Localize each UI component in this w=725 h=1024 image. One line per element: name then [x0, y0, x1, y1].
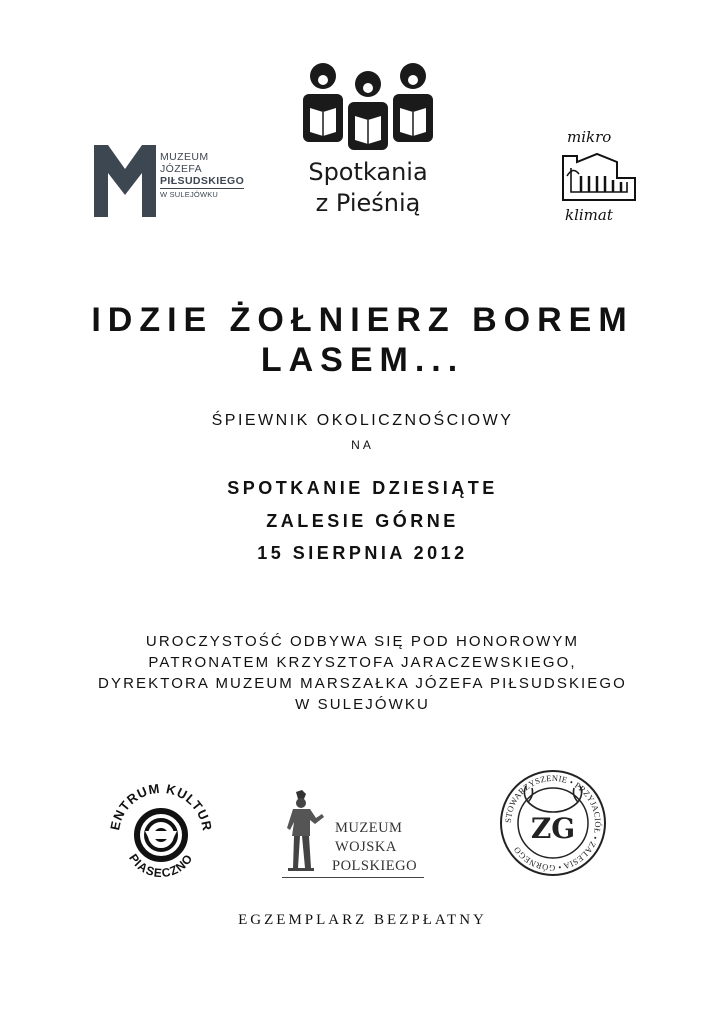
patronage-line4: W SULEJÓWKU [295, 696, 430, 713]
spotkania-line2: z Pieśnią [315, 189, 421, 217]
mwp-line1: MUZEUM [335, 820, 403, 836]
spotkania-z-piesnia-logo [298, 58, 438, 230]
patronage-text [0, 631, 725, 715]
free-copy-footer: EGZEMPLARZ BEZPŁATNY [238, 912, 487, 928]
mwp-underline [282, 877, 424, 878]
m-monogram-icon [94, 145, 156, 217]
meeting-place: ZALESIE GÓRNE [266, 511, 459, 531]
mwp-line3: POLSKIEGO [332, 858, 418, 874]
meeting-number: SPOTKANIE DZIESIĄTE [227, 478, 498, 498]
muzeum-pilsudskiego-text [160, 151, 244, 201]
mikro-word: mikro [567, 128, 612, 146]
title-line2: LASEM... [260, 341, 465, 379]
klimat-word: klimat [565, 206, 613, 224]
patronage-line1: UROCZYSTOŚĆ ODBYWA SIĘ POD HONOROWYM [145, 633, 580, 650]
svg-text:PIASECZNO [126, 851, 196, 880]
stowarzyszenie-seal-icon [498, 768, 608, 878]
meeting-date: 15 SIERPNIA 2012 [257, 543, 468, 563]
stowarzyszenie-monogram: ZG [530, 812, 576, 845]
stowarzyszenie-ring-text: STOWARZYSZENIE • PRZYJACIÓŁ • ZALESIA • GÓRNEGO [502, 772, 604, 874]
ck-top-text: ENTRUM KULTUR [107, 780, 215, 833]
songbook-subtitle: ŚPIEWNIK OKOLICZNOŚCIOWY [211, 412, 514, 429]
centrum-kultury-logo [105, 775, 217, 887]
mwp-line2: WOJSKA [335, 839, 397, 855]
house-sketch-icon [557, 148, 642, 208]
svg-text:CENTRUM KULTURY [105, 775, 215, 832]
soldier-figure-icon [282, 790, 327, 872]
mjp-line4: W SULEJÓWKU [160, 190, 219, 199]
patronage-line2: PATRONATEM KRZYSZTOFA JARACZEWSKIEGO, [148, 654, 577, 671]
mjp-line2: JÓZEFA [160, 163, 203, 175]
mjp-line1: MUZEUM [160, 151, 209, 163]
mjp-line3: PIŁSUDSKIEGO [160, 175, 245, 187]
subtitle-na: NA [351, 438, 374, 452]
patronage-line3: DYREKTORA MUZEUM MARSZAŁKA JÓZEFA PIŁSUDSKIEGO [98, 675, 627, 692]
muzeum-pilsudskiego-logo [94, 145, 259, 217]
stowarzyszenie-logo [498, 768, 608, 878]
spotkania-line1: Spotkania [308, 158, 428, 186]
title-line1: IDZIE ŻOŁNIERZ BOREM [91, 301, 634, 339]
ck-bottom-text: PIASECZNO [126, 851, 196, 881]
singers-icon [298, 58, 438, 153]
mikro-klimat-logo [557, 128, 642, 226]
page-title [0, 300, 725, 380]
centrum-kultury-emblem-icon [105, 775, 217, 887]
muzeum-wojska-polskiego-logo [282, 790, 424, 882]
